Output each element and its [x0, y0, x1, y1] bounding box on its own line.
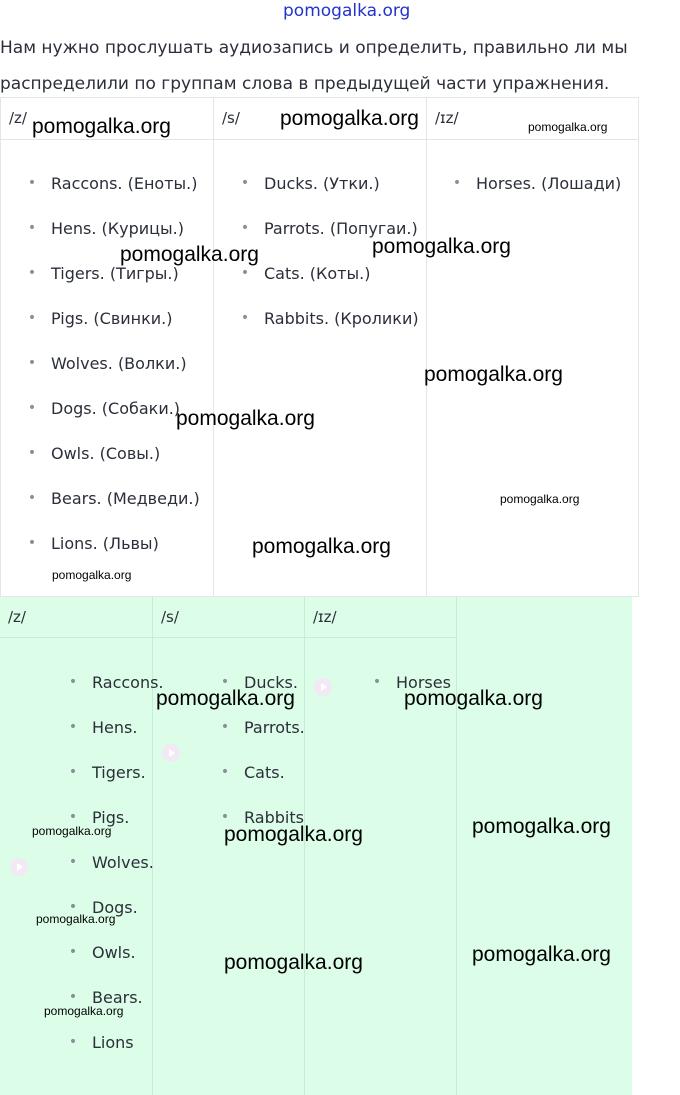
- list-item: • Horses: [396, 660, 451, 705]
- watermark: pomogalka.org: [472, 815, 611, 838]
- watermark: pomogalka.org: [32, 115, 171, 138]
- bullet-icon: •: [27, 175, 37, 191]
- watermark: pomogalka.org: [52, 568, 132, 582]
- column-header-z: /z/: [1, 98, 213, 140]
- bullet-icon: •: [452, 175, 462, 191]
- list-item: • Pigs. (Свинки.): [51, 296, 200, 341]
- watermark: pomogalka.org: [424, 363, 563, 386]
- bullet-icon: •: [240, 310, 250, 326]
- bullet-icon: •: [68, 854, 78, 870]
- bullet-icon: •: [68, 989, 78, 1005]
- bullet-icon: •: [68, 899, 78, 915]
- column-header-iz: /ɪz/: [305, 597, 456, 638]
- watermark: pomogalka.org: [224, 823, 363, 846]
- play-icon[interactable]: [162, 744, 180, 762]
- list-item: • Wolves.: [92, 840, 164, 885]
- watermark: pomogalka.org: [32, 824, 112, 838]
- watermark: pomogalka.org: [528, 120, 608, 134]
- column-iz: [427, 98, 638, 596]
- watermark: pomogalka.org: [372, 235, 511, 258]
- bullet-icon: •: [68, 674, 78, 690]
- bullet-icon: •: [220, 764, 230, 780]
- bullet-icon: •: [27, 490, 37, 506]
- watermark: pomogalka.org: [404, 687, 543, 710]
- bullet-icon: •: [220, 809, 230, 825]
- list-item: • Tigers. (Тигры.): [51, 251, 200, 296]
- column-z: [1, 98, 214, 596]
- bullet-icon: •: [27, 535, 37, 551]
- column-header-s: /s/: [153, 597, 304, 638]
- watermark: pomogalka.org: [36, 912, 116, 926]
- watermark: pomogalka.org: [472, 943, 611, 966]
- watermark: pomogalka.org: [224, 951, 363, 974]
- bullet-icon: •: [68, 944, 78, 960]
- watermark: pomogalka.org: [252, 535, 391, 558]
- bullet-icon: •: [240, 175, 250, 191]
- column-header-iz: /ɪz/: [427, 98, 638, 140]
- bullet-icon: •: [27, 355, 37, 371]
- list-item: • Raccons.: [92, 660, 164, 705]
- list-item: • Parrots. (Попугаи.): [264, 206, 419, 251]
- play-icon[interactable]: [314, 678, 332, 696]
- site-link[interactable]: pomogalka.org: [283, 1, 411, 21]
- list-item: • Ducks. (Утки.): [264, 161, 419, 206]
- column-header-s: /s/: [214, 98, 426, 140]
- list-item: • Owls. (Совы.): [51, 431, 200, 476]
- list-item: • Wolves. (Волки.): [51, 341, 200, 386]
- column-empty: [457, 597, 632, 1095]
- words-table-translated: [0, 97, 639, 597]
- list-item: • Lions. (Львы): [51, 521, 200, 566]
- watermark: pomogalka.org: [156, 687, 295, 710]
- watermark: pomogalka.org: [500, 492, 580, 506]
- bullet-icon: •: [27, 220, 37, 236]
- list-item: • Owls.: [92, 930, 164, 975]
- list-item: • Hens.: [92, 705, 164, 750]
- watermark: pomogalka.org: [176, 407, 315, 430]
- list-item: • Bears. (Медведи.): [51, 476, 200, 521]
- list-item: • Horses. (Лошади): [476, 161, 621, 206]
- bullet-icon: •: [220, 719, 230, 735]
- list-item: • Dogs. (Собаки.): [51, 386, 200, 431]
- watermark: pomogalka.org: [44, 1004, 124, 1018]
- column-z: [0, 597, 164, 1095]
- list-item: • Rabbits. (Кролики): [264, 296, 419, 341]
- list-item: • Lions: [92, 1020, 164, 1065]
- list-item: • Ducks.: [244, 660, 305, 705]
- watermark: pomogalka.org: [280, 107, 419, 130]
- list-item: • Dogs.: [92, 885, 164, 930]
- bullet-icon: •: [372, 674, 382, 690]
- word-list-z: [27, 161, 200, 566]
- word-list-iz: [452, 161, 622, 206]
- bullet-icon: •: [68, 1034, 78, 1050]
- bullet-icon: •: [220, 674, 230, 690]
- bullet-icon: •: [68, 809, 78, 825]
- intro-paragraph: Нам нужно прослушать аудиозапись и определить, правильно ли мы распределили по группам слова в предыдущей части упражнения.: [0, 38, 628, 94]
- bullet-icon: •: [27, 445, 37, 461]
- list-item: • Cats.: [244, 750, 305, 795]
- list-item: • Bears.: [92, 975, 164, 1020]
- bullet-icon: •: [27, 310, 37, 326]
- bullet-icon: •: [240, 220, 250, 236]
- bullet-icon: •: [68, 764, 78, 780]
- list-item: • Raccons. (Еноты.): [51, 161, 200, 206]
- bullet-icon: •: [68, 719, 78, 735]
- list-item: • Tigers.: [92, 750, 164, 795]
- bullet-icon: •: [27, 400, 37, 416]
- column-s: [214, 98, 427, 596]
- bullet-icon: •: [240, 265, 250, 281]
- list-item: • Cats. (Коты.): [264, 251, 419, 296]
- list-item: • Rabbits: [244, 795, 305, 840]
- watermark: pomogalka.org: [120, 243, 259, 266]
- play-icon[interactable]: [10, 858, 28, 876]
- list-item: • Hens. (Курицы.): [51, 206, 200, 251]
- list-item: • Pigs.: [92, 795, 164, 840]
- list-item: • Parrots.: [244, 705, 305, 750]
- bullet-icon: •: [27, 265, 37, 281]
- column-header-z: /z/: [0, 597, 152, 638]
